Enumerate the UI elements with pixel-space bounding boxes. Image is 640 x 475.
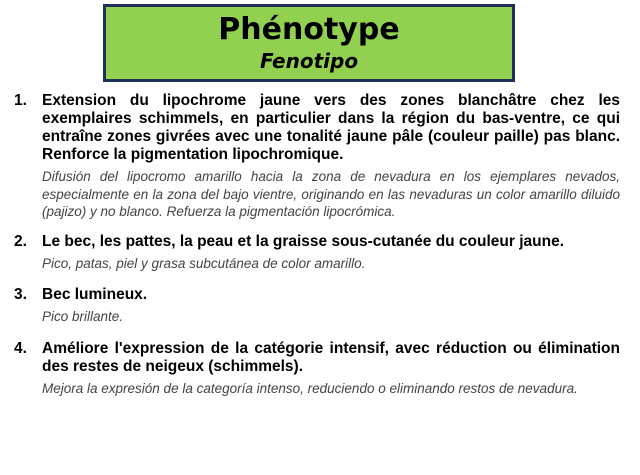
list-item (14, 340, 620, 398)
item-number: 1. (14, 92, 27, 109)
phenotype-list (14, 92, 620, 397)
item-text-french: Bec lumineux. (42, 286, 148, 303)
item-number: 3. (14, 286, 27, 303)
item-text-spanish: Pico, patas, piel y grasa subcutánea de color amarillo. (42, 255, 366, 271)
item-text-spanish: Mejora la expresión de la categoría intenso, reduciendo o eliminando restos de nevadura. (42, 380, 578, 396)
item-text-spanish: Pico brillante. (42, 309, 124, 324)
list-item (14, 233, 620, 273)
title-box (103, 4, 515, 82)
item-text-spanish: Difusión del lipocromo amarillo hacia la zona de nevadura en los ejemplares nevados, especialmente en la zona del bajo vientre, originando en las nevaduras un color amarillo diluido (pajizo) y no blanco. Refuerza la pigmentación lipocrómica. (42, 169, 620, 219)
item-text-french: Améliore l'expression de la catégorie intensif, avec réduction ou élimination des restes de neigeux (schimmels). (42, 339, 620, 375)
page-subtitle: Fenotipo (259, 49, 359, 73)
list-item (14, 92, 620, 221)
list-item (14, 286, 620, 326)
page-title: Phénotype (218, 12, 400, 47)
item-number: 2. (14, 232, 27, 250)
item-number: 4. (14, 339, 27, 357)
item-text-french: Le bec, les pattes, la peau et la graisse sous-cutanée du couleur jaune. (42, 232, 565, 250)
item-text-french: Extension du lipochrome jaune vers des zones blanchâtre chez les exemplaires schimmels, en particulier dans la région du bas-ventre, ce qui entraîne zones givrées avec une tonalité jaune pâle (couleur paille) pas blanc. Renforce la pigmentation lipochromique. (42, 92, 620, 163)
